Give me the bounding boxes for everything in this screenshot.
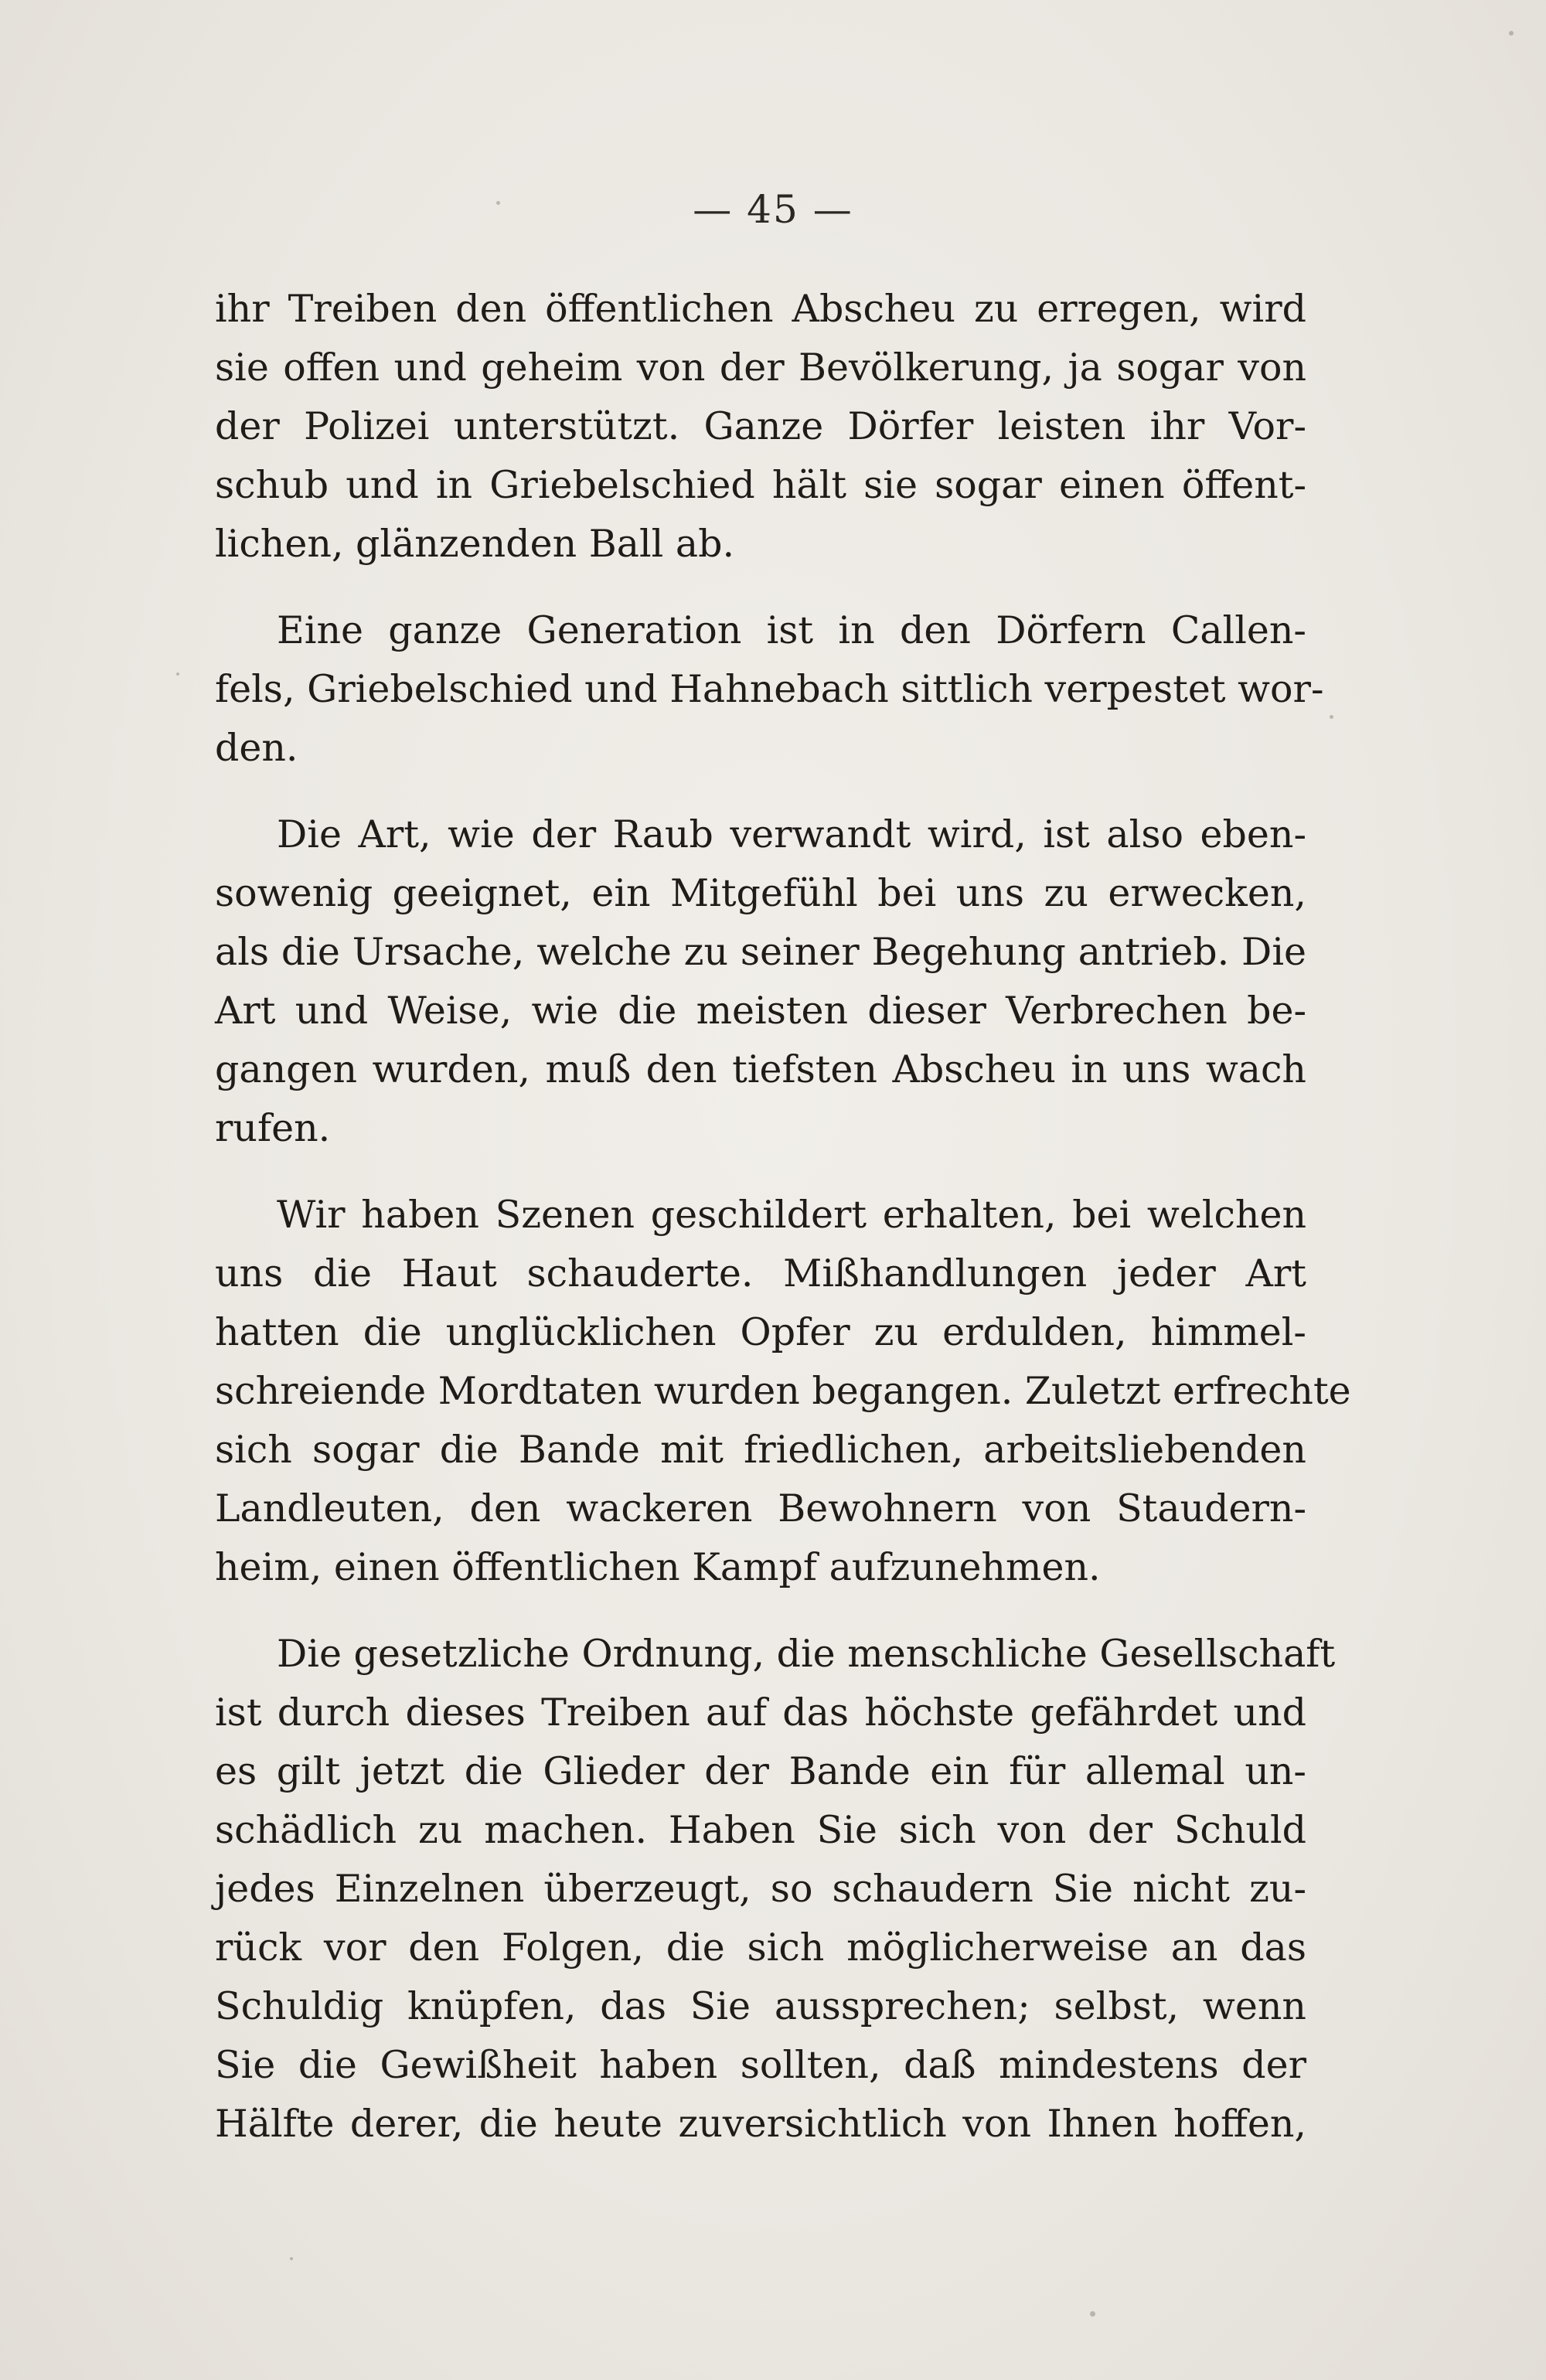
text-line: schub und in Griebelschied hält sie sogar einen öffent-: [215, 463, 1306, 507]
text-line: sie offen und geheim von der Bevölkerung, ja sogar von: [215, 346, 1306, 390]
page-number: — 45 —: [693, 187, 853, 232]
text-line: ihr Treiben den öffentlichen Abscheu zu erregen, wird: [215, 287, 1306, 331]
text-line: hatten die unglücklichen Opfer zu erdulden, himmel-: [215, 1310, 1306, 1354]
paragraph: [215, 601, 1324, 778]
paragraph: [215, 1625, 1336, 2154]
text-line: sich sogar die Bande mit friedlichen, arbeitsliebenden: [215, 1428, 1306, 1472]
text-line: heim, einen öffentlichen Kampf aufzunehmen.: [215, 1545, 1101, 1589]
text-line: sowenig geeignet, ein Mitgefühl bei uns zu erwecken,: [215, 871, 1306, 915]
text-line: schreiende Mordtaten wurden begangen. Zuletzt erfrechte: [215, 1369, 1351, 1413]
paper-speck: [1509, 31, 1514, 36]
paper-speck: [290, 2257, 293, 2260]
text-line: gangen wurden, muß den tiefsten Abscheu in uns wach: [215, 1047, 1306, 1091]
text-line: Die Art, wie der Raub verwandt wird, ist also eben-: [277, 812, 1306, 856]
text-line: lichen, glänzenden Ball ab.: [215, 522, 735, 566]
text-line: rufen.: [215, 1106, 331, 1150]
text-line: Landleuten, den wackeren Bewohnern von Staudern-: [215, 1486, 1306, 1530]
text-line: jedes Einzelnen überzeugt, so schaudern Sie nicht zu-: [215, 1867, 1306, 1911]
paragraph: [215, 805, 1306, 1158]
paragraph: [215, 1186, 1351, 1597]
paragraph-gap: [215, 778, 1306, 805]
paragraph-gap: [215, 1597, 1306, 1625]
text-line: schädlich zu machen. Haben Sie sich von der Schuld: [215, 1808, 1306, 1852]
body-text: [215, 280, 1351, 2154]
paragraph: [215, 280, 1306, 574]
paragraph-gap: [215, 1158, 1306, 1186]
text-line: es gilt jetzt die Glieder der Bande ein für allemal un-: [215, 1749, 1306, 1793]
text-line: fels, Griebelschied und Hahnebach sittlich verpestet wor-: [215, 667, 1324, 711]
text-line: uns die Haut schauderte. Mißhandlungen jeder Art: [215, 1251, 1306, 1296]
paragraph-gap: [215, 574, 1306, 601]
text-line: Hälfte derer, die heute zuversichtlich von Ihnen hoffen,: [215, 2102, 1306, 2146]
text-line: Schuldig knüpfen, das Sie aussprechen; selbst, wenn: [215, 1984, 1306, 2028]
text-line: den.: [215, 726, 298, 770]
text-line: ist durch dieses Treiben auf das höchste gefährdet und: [215, 1691, 1306, 1735]
text-line: rück vor den Folgen, die sich möglicherweise an das: [215, 1925, 1306, 1970]
text-line: Wir haben Szenen geschildert erhalten, bei welchen: [277, 1193, 1306, 1237]
paper-speck: [176, 672, 179, 676]
text-line: Sie die Gewißheit haben sollten, daß mindestens der: [215, 2043, 1306, 2087]
text-line: als die Ursache, welche zu seiner Begehung antrieb. Die: [215, 930, 1306, 974]
text-line: Art und Weise, wie die meisten dieser Verbrechen be-: [215, 989, 1306, 1033]
paper-speck: [1090, 2311, 1095, 2317]
text-line: der Polizei unterstützt. Ganze Dörfer leisten ihr Vor-: [215, 404, 1306, 448]
text-line: Die gesetzliche Ordnung, die menschliche Gesellschaft: [277, 1632, 1336, 1676]
text-line: Eine ganze Generation ist in den Dörfern Callen-: [277, 608, 1306, 652]
paper-speck: [1330, 715, 1333, 719]
